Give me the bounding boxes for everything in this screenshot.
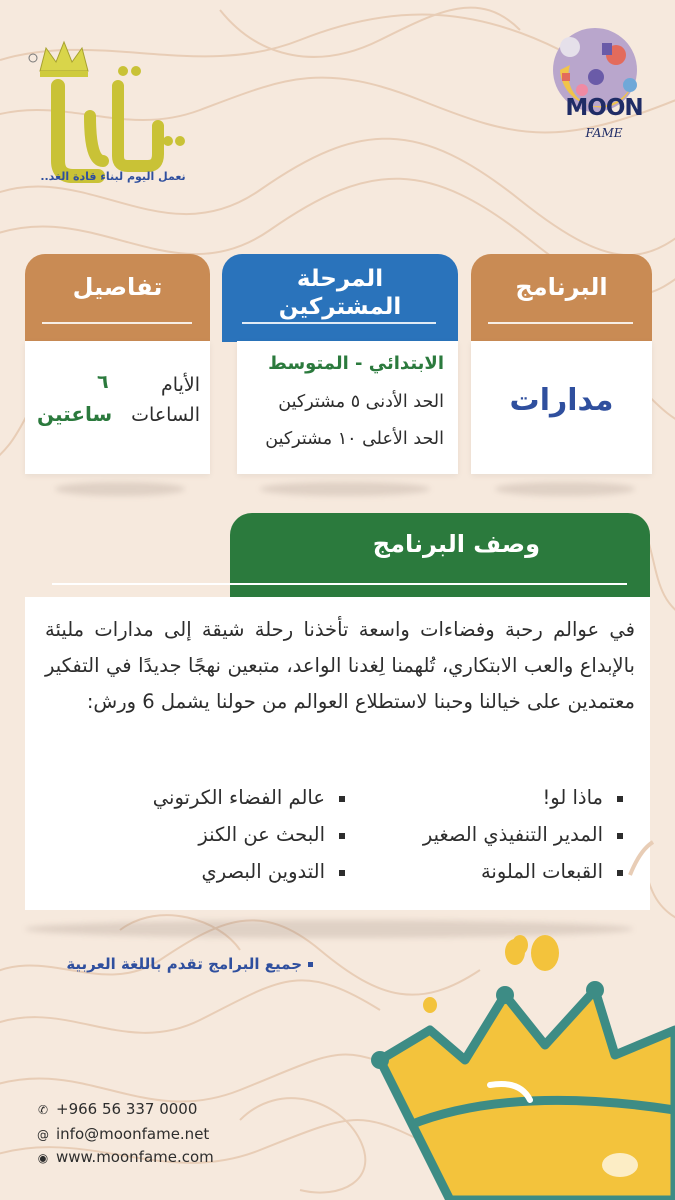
workshop-item bbox=[201, 860, 345, 883]
moonfame-sub: FAME bbox=[585, 126, 623, 140]
stage-header-line1: المرحلة bbox=[296, 266, 384, 292]
qiyadi-tagline: نعمل اليوم لبناء قادة الغد.. bbox=[40, 170, 186, 183]
days-value: ٦ bbox=[97, 371, 109, 393]
bullet-icon bbox=[617, 796, 623, 802]
bullet-icon bbox=[339, 870, 345, 876]
stage-card bbox=[237, 341, 458, 474]
stage-header bbox=[222, 254, 458, 342]
program-card bbox=[471, 341, 652, 474]
phone-icon: ✆ bbox=[37, 1103, 49, 1117]
card-shadow bbox=[55, 482, 185, 496]
bullet-icon bbox=[308, 962, 313, 967]
stage-min: الحد الأدنى ٥ مشتركين bbox=[278, 392, 444, 412]
days-label: الأيام bbox=[161, 374, 200, 396]
language-note bbox=[66, 955, 313, 973]
website-text: www.moonfame.com bbox=[56, 1148, 214, 1166]
contact-website[interactable] bbox=[36, 1148, 214, 1166]
phone-text: +966 56 337 0000 bbox=[56, 1100, 198, 1118]
contact-email[interactable] bbox=[36, 1125, 209, 1143]
email-text: info@moonfame.net bbox=[56, 1125, 210, 1143]
contact-phone[interactable] bbox=[36, 1100, 197, 1118]
bullet-icon bbox=[339, 833, 345, 839]
description-text: في عوالم رحبة وفضاءات واسعة تأخذنا رحلة شيقة إلى مدارات مليئة بالإبداع والعب الابتكاري، تُلهمنا لِغدنا الواعد، متبعين نهجًا جديدًا في التفكير معتمدين على خيالنا وحبنا لاستطلاع العوالم من حولنا يشمل 6 ورش: bbox=[45, 618, 635, 713]
confetti-icon bbox=[500, 937, 530, 967]
hours-value: ساعتين bbox=[37, 402, 113, 426]
at-icon: @ bbox=[37, 1128, 49, 1142]
workshop-item bbox=[153, 786, 345, 809]
workshop-label: عالم الفضاء الكرتوني bbox=[152, 786, 325, 809]
bullet-icon bbox=[617, 833, 623, 839]
crown-illustration bbox=[370, 935, 675, 1200]
workshop-item bbox=[542, 786, 623, 809]
workshop-label: التدوين البصري bbox=[201, 860, 325, 883]
language-note-text: جميع البرامج تقدم باللغة العربية bbox=[66, 955, 302, 973]
description-underline bbox=[52, 583, 627, 585]
details-header bbox=[25, 254, 210, 342]
header-underline bbox=[488, 322, 633, 324]
moonfame-wordmark: MOON bbox=[565, 95, 643, 121]
workshop-label: ماذا لو! bbox=[542, 786, 603, 809]
bullet-icon bbox=[617, 870, 623, 876]
workshop-label: البحث عن الكنز bbox=[198, 823, 325, 846]
workshop-label: القبعات الملونة bbox=[480, 860, 603, 883]
program-header-label: البرنامج bbox=[515, 273, 608, 301]
details-header-label: تفاصيل bbox=[72, 273, 163, 301]
card-shadow bbox=[260, 482, 430, 496]
card-shadow bbox=[495, 482, 635, 496]
header-underline bbox=[242, 322, 436, 324]
qiyadi-logo bbox=[28, 26, 198, 191]
program-header bbox=[471, 254, 652, 342]
program-name: مدارات bbox=[509, 383, 614, 418]
details-card bbox=[25, 341, 210, 474]
rss-icon: ◉ bbox=[37, 1151, 49, 1165]
header-underline bbox=[42, 322, 192, 324]
workshop-item bbox=[198, 823, 345, 846]
bullet-icon bbox=[339, 796, 345, 802]
workshop-item bbox=[481, 860, 623, 883]
stage-max: الحد الأعلى ١٠ مشتركين bbox=[265, 429, 444, 449]
workshop-item bbox=[423, 823, 623, 846]
workshop-label: المدير التنفيذي الصغير bbox=[422, 823, 603, 846]
stage-level: الابتدائي - المتوسط bbox=[268, 353, 444, 374]
stage-header-line2: المشتركين bbox=[278, 294, 402, 320]
description-title: وصف البرنامج bbox=[372, 530, 540, 558]
confetti-icon bbox=[625, 840, 655, 880]
hours-label: الساعات bbox=[131, 404, 200, 426]
